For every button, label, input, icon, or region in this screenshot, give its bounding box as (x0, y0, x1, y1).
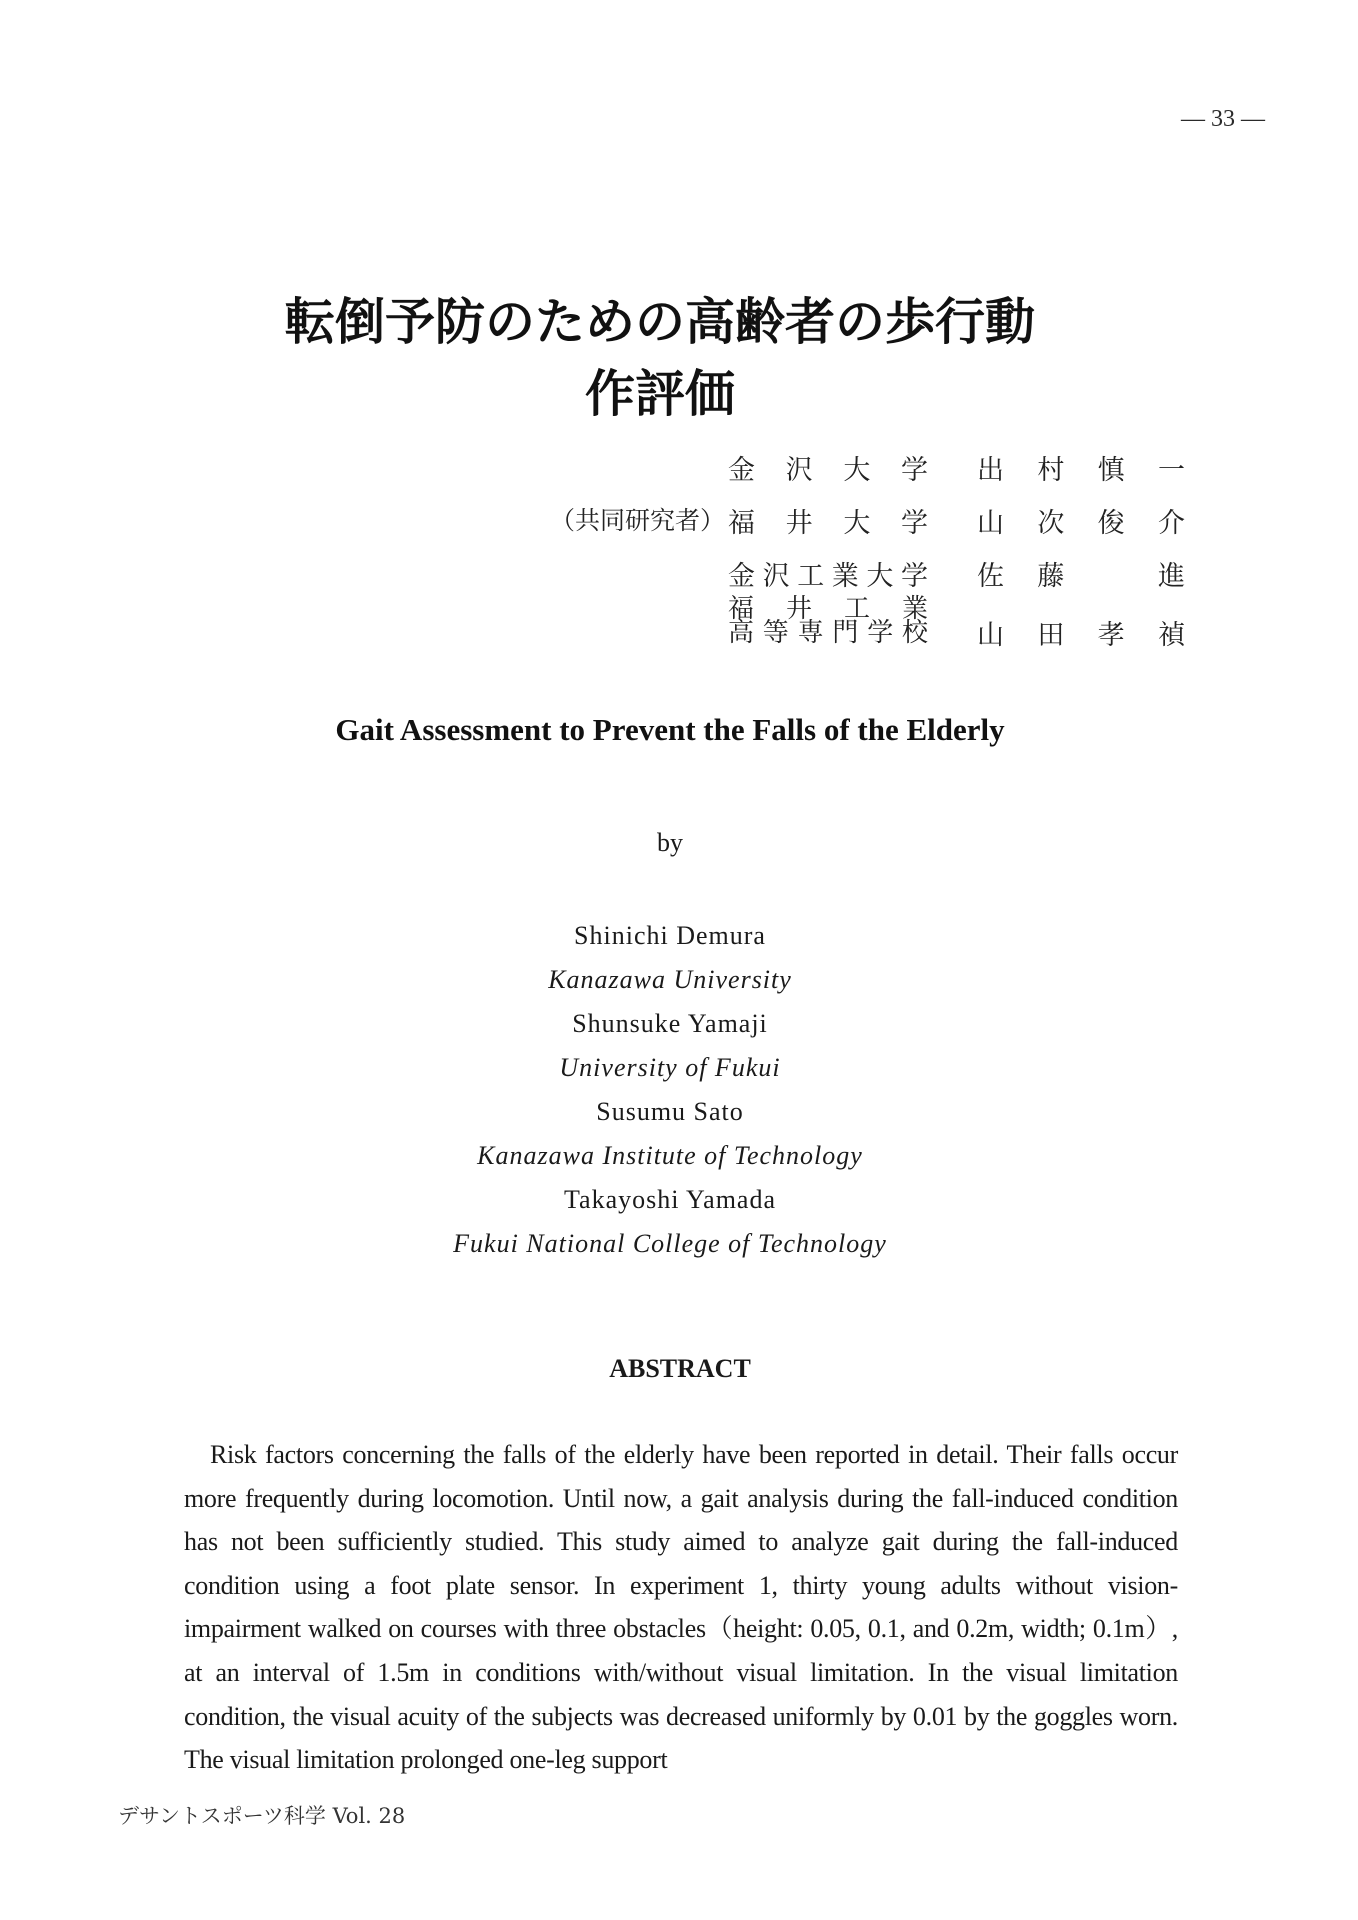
affiliation-institution: 金沢大学 (728, 455, 928, 486)
affiliation-row (540, 440, 1200, 493)
japanese-title: 転倒予防のための高齢者の歩行動作評価 (285, 293, 1035, 423)
author-name: Shunsuke Yamaji (572, 1009, 768, 1038)
affiliation-table (540, 440, 1200, 669)
affiliation-institution (728, 594, 928, 648)
affiliation-institution-line1: 福井工業 (728, 594, 928, 624)
by-line: by (657, 828, 683, 857)
author-institution: University of Fukui (559, 1053, 781, 1082)
abstract-body: Risk factors concerning the falls of the elderly have been reported in detail. Their falls occur more frequently during locomotion. Until now, a gait analysis during the fall-induced condition has not been sufficiently studied. This study aimed to analyze gait during the fall-induced condition using a foot plate sensor. In experiment 1, thirty young adults without vision-impairment walked on courses with three obstacles（height: 0.05, 0.1, and 0.2m, width; 0.1m）, at an interval of 1.5m in conditions with/without visual limitation. In the visual limitation condition, the visual acuity of the subjects was decreased uniformly by 0.01 by the goggles worn. The visual limitation prolonged one-leg support (184, 1440, 1178, 1775)
english-title: Gait Assessment to Prevent the Falls of the Elderly (335, 712, 1005, 747)
affiliation-row (540, 493, 1200, 546)
affiliation-institution: 金沢工業大学 (728, 561, 928, 592)
affiliation-name: 出村慎一 (977, 455, 1185, 486)
author-name: Takayoshi Yamada (563, 1185, 777, 1214)
author-institution: Kanazawa Institute of Technology (477, 1141, 863, 1170)
affiliation-name: 山次俊介 (977, 508, 1185, 539)
affiliation-row (540, 546, 1200, 599)
author-list (300, 914, 1040, 1266)
affiliation-institution-line2: 高等専門学校 (728, 618, 928, 648)
abstract-heading: ABSTRACT (609, 1354, 751, 1383)
affiliation-row (540, 594, 1200, 669)
author-name: Shinichi Demura (574, 921, 766, 950)
affiliation-institution: 福井大学 (728, 508, 928, 539)
author-institution: Kanazawa University (548, 965, 792, 994)
affiliation-name: 佐藤 進 (977, 561, 1185, 592)
page-number: — 33 — (1181, 106, 1265, 132)
author-name: Susumu Sato (596, 1097, 744, 1126)
affiliation-name: 山田孝禎 (977, 620, 1185, 651)
journal-footer: デサントスポーツ科学 Vol. 28 (118, 1804, 406, 1828)
author-institution: Fukui National College of Technology (453, 1229, 887, 1258)
affiliation-role: （共同研究者） (550, 506, 726, 535)
